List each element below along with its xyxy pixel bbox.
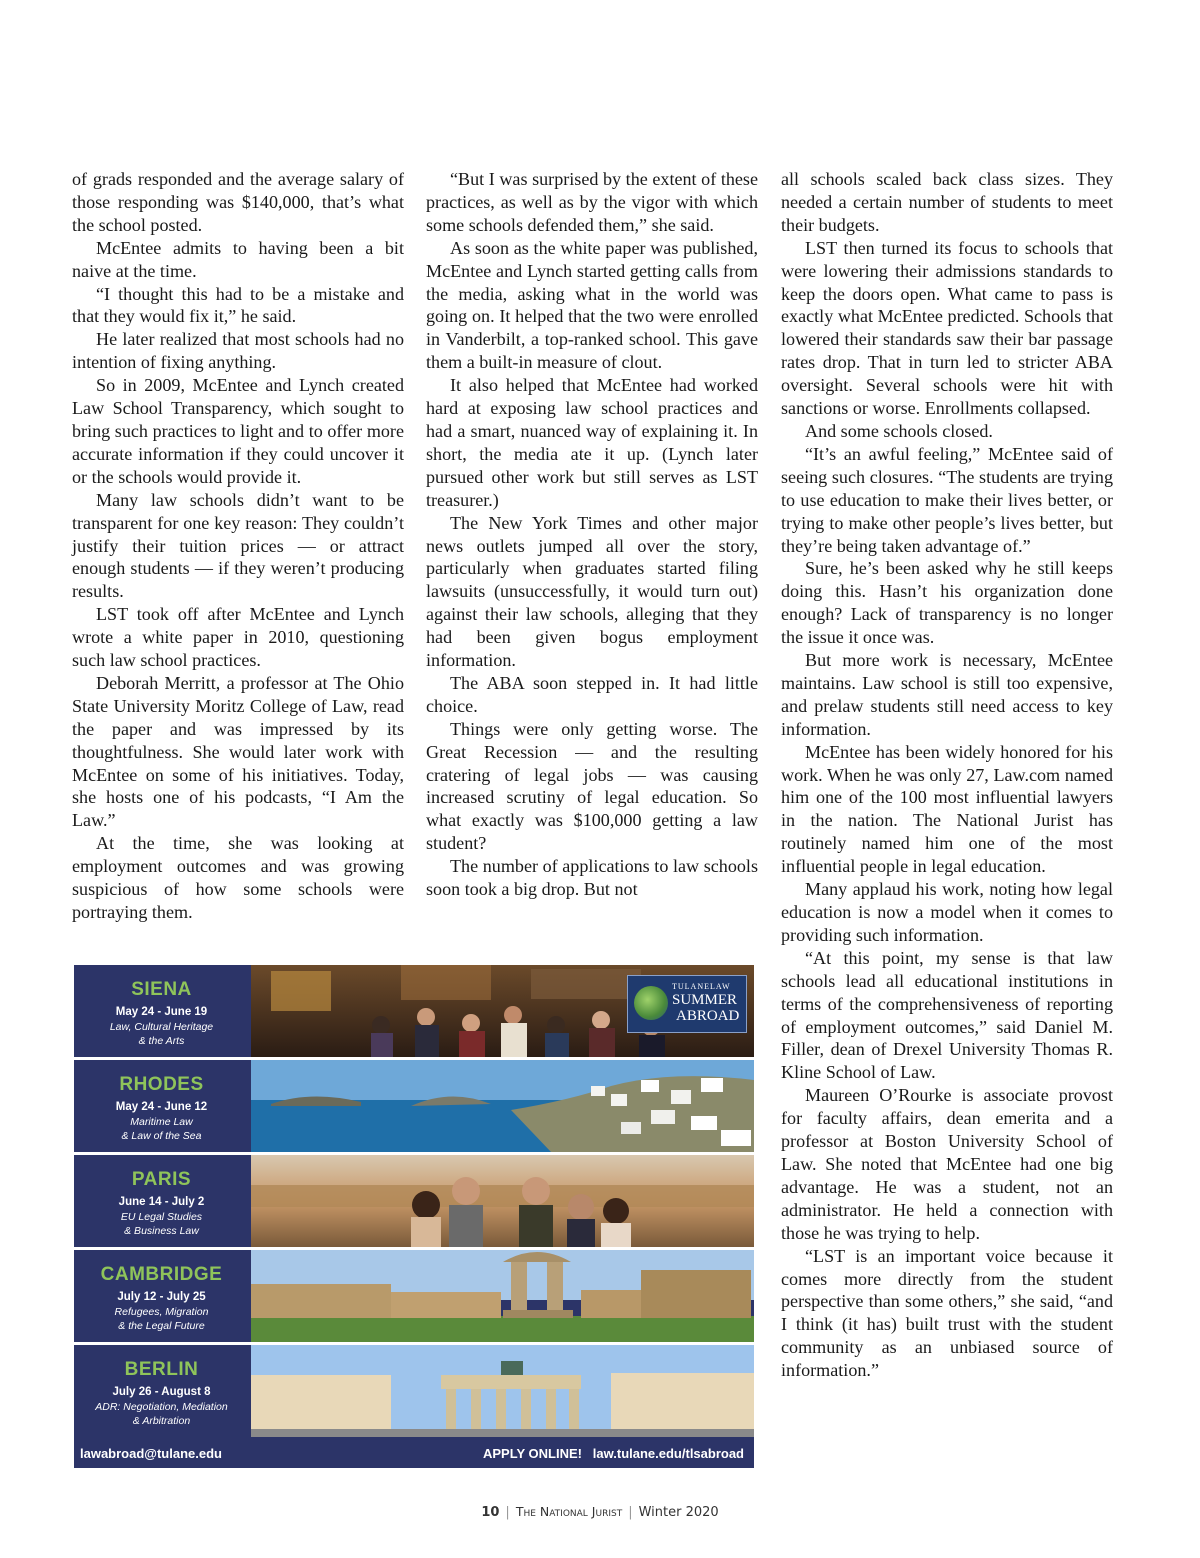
article-paragraph: Sure, he’s been asked why he still keeps doing this. Hasn’t his organization done enough? Lack of transparency is no longer the issue it once was. [781,558,1113,648]
ad-footer [74,1438,754,1468]
article-paragraph: McEntee has been widely honored for his work. When he was only 27, Law.com named him one of the 100 most influential lawyers in the nation. The National Jurist has routinely named him one of the most influential people in legal education. [781,741,1113,877]
article-paragraph: So in 2009, McEntee and Lynch created Law School Transparency, which sought to bring such practices to light and to offer more accurate information if they could uncover it or the schools would provide it. [72,375,404,487]
article-paragraph: McEntee admits to having been a bit naive at the time. [72,237,404,281]
logo-text: ABROAD [676,1008,740,1024]
article-paragraph: But more work is necessary, McEntee maintains. Law school is still too expensive, and prelaw students still need access to key information. [781,650,1113,739]
logo-text: TULANELAW [672,982,731,991]
program-city: RHODES [119,1074,204,1095]
article-column-1 [72,168,404,924]
globe-icon [634,986,668,1020]
article-paragraph: He later realized that most schools had no intention of fixing anything. [72,329,404,373]
apply-online-link[interactable]: APPLY ONLINE! law.tulane.edu/tlsabroad [482,1446,744,1461]
program-city: CAMBRIDGE [100,1264,223,1285]
tulane-summer-abroad-ad[interactable] [74,965,754,1468]
article-paragraph: Many applaud his work, noting how legal education is now a model when it comes to providing such information. [781,879,1113,945]
article-paragraph: “I thought this had to be a mistake and that they would fix it,” he said. [72,283,404,327]
program-dates: July 12 - July 25 [117,1291,206,1303]
article-paragraph: “It’s an awful feeling,” McEntee said of seeing such closures. “The students are trying to use education to make their lives better, or trying to make other people’s lives better, but they’re being taken advantage of.” [781,443,1113,556]
program-city: SIENA [131,979,192,1000]
article-paragraph: Many law schools didn’t want to be transparent for one key reason: They couldn’t justify their tuition prices — or attract enough students — if they weren’t producing results. [72,489,404,602]
page-number: 10 [481,1505,500,1520]
article-paragraph: The ABA soon stepped in. It had little choice. [426,672,758,716]
divider: | [505,1505,510,1520]
article-paragraph: Deborah Merritt, a professor at The Ohio State University Moritz College of Law, read the paper and was impressed by its thoughtfulness. She would later work with McEntee on some of his initiatives. Today, she hosts one of his podcasts, “I Am the Law.” [72,672,404,831]
article-paragraph: all schools scaled back class sizes. They needed a certain number of students to meet their budgets. [781,169,1113,235]
article-paragraph: The number of applications to law schools soon took a big drop. But not [426,856,758,900]
rhodes-photo [251,1060,754,1152]
article-paragraph: of grads responded and the average salary of those responding was $140,000, that’s what the school posted. [72,169,404,235]
magazine-name: The National Jurist [515,1504,623,1519]
ad-program-rhodes [74,1060,754,1152]
logo-text: SUMMER [672,992,738,1008]
article-paragraph: “But I was surprised by the extent of these practices, as well as by the vigor with which some schools defended them,” she said. [426,169,758,235]
divider: | [628,1505,633,1520]
ad-program-berlin [74,1345,754,1437]
program-dates: May 24 - June 12 [115,1101,208,1113]
ad-program-cambridge [74,1250,754,1342]
article-paragraph: “LST is an important voice because it comes more directly from the student perspective than some others,” she said, “and I think (it has) built trust with the student community as an unbiased source of information.” [781,1245,1113,1381]
program-topic: ADR: Negotiation, Mediation & Arbitration [95,1401,228,1427]
issue-date: Winter 2020 [638,1505,719,1520]
article-paragraph: LST took off after McEntee and Lynch wrote a white paper in 2010, questioning such law school practices. [72,604,404,671]
article-paragraph: At the time, she was looking at employment outcomes and was growing suspicious of how some schools were portraying them. [72,833,404,922]
ad-program-panel [74,1345,249,1437]
cambridge-photo [251,1250,754,1342]
article-paragraph: The New York Times and other major news outlets jumped all over the story, particularly when graduates started filing lawsuits (unsuccessfully, it would turn out) against their law schools, alleging that they had been given bogus employment information. [426,512,758,671]
contact-email-link[interactable]: lawabroad@tulane.edu [80,1446,222,1461]
program-dates: May 24 - June 19 [115,1006,208,1018]
page-footer [0,1504,1200,1520]
program-dates: June 14 - July 2 [118,1196,205,1208]
ad-program-panel [74,1250,249,1342]
ad-program-panel [74,965,249,1057]
program-topic: Law, Cultural Heritage & the Arts [109,1021,214,1047]
article-paragraph: It also helped that McEntee had worked hard at exposing law school practices and had a smart, nuanced way of explaining it. In short, the media ate it up. (Lynch later pursued other work but still serves as LST treasurer.) [426,375,758,510]
ad-program-panel [74,1155,249,1247]
program-city: BERLIN [124,1359,199,1380]
article-paragraph: “At this point, my sense is that law schools lead all educational institutions in terms of the comprehensiveness of reporting of employment outcomes,” said Daniel M. Filler, dean of Drexel University Thomas R. Kline School of Law. [781,947,1113,1083]
program-city: PARIS [131,1169,192,1190]
program-topic: Maritime Law & Law of the Sea [121,1116,202,1142]
article-paragraph: As soon as the white paper was published, McEntee and Lynch started getting calls from the media, asking what in the world was going on. It helped that the two were enrolled in Vanderbilt, a top-ranked school. This gave them a built-in measure of clout. [426,237,758,373]
paris-photo [251,1155,754,1247]
article-paragraph: LST then turned its focus to schools that were lowering their admissions standards to keep the doors open. What came to pass is exactly what McEntee predicted. Schools that lowered their standards saw their bar passage rates drop. That in turn led to stricter ABA oversight. Several schools were hit with sanctions or worse. Enrollments collapsed. [781,237,1113,419]
article-column-3 [781,168,1113,1382]
program-topic: Refugees, Migration & the Legal Future [114,1306,209,1332]
program-dates: July 26 - August 8 [112,1386,211,1398]
berlin-photo [251,1345,754,1437]
program-topic: EU Legal Studies & Business Law [120,1211,203,1237]
ad-program-siena [74,965,754,1057]
article-paragraph: And some schools closed. [805,420,993,441]
ad-program-paris [74,1155,754,1247]
article-column-2 [426,168,758,901]
ad-program-panel [74,1060,249,1152]
tulane-law-logo [627,975,747,1033]
article-paragraph: Maureen O’Rourke is associate provost for faculty affairs, dean emerita and a professor at Boston University School of Law. She noted that McEntee had one big advantage. He was a student, not an administrator. He held a connection with those he was trying to help. [781,1085,1113,1243]
article-paragraph: Things were only getting worse. The Great Recession — and the resulting cratering of legal jobs — was causing increased scrutiny of legal education. So what exactly was $100,000 getting a law student? [426,718,758,854]
